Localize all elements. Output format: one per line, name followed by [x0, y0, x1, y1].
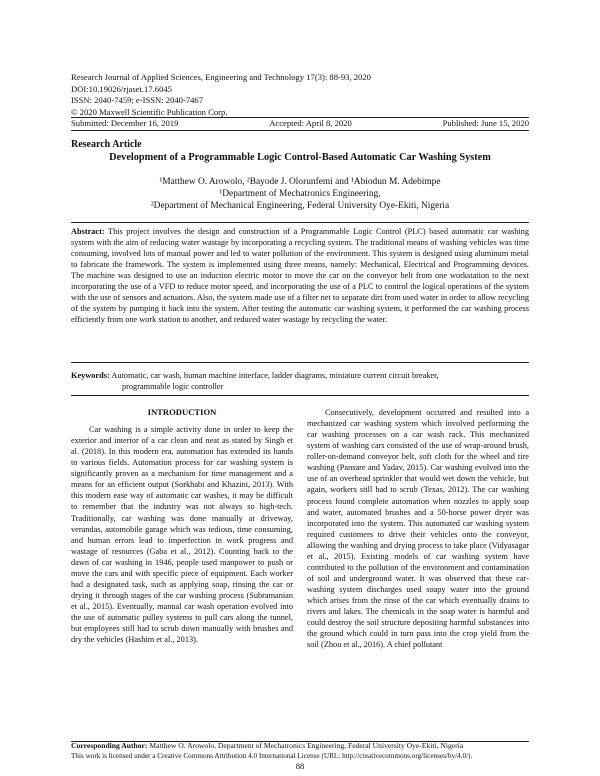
abstract-rule-bottom — [71, 362, 529, 363]
copyright: © 2020 Maxwell Scientific Publication Corp. — [71, 106, 228, 117]
issn: ISSN: 2040-7459; e-ISSN: 2040-7467 — [71, 95, 204, 106]
author-block — [71, 176, 529, 212]
column-right — [307, 407, 529, 650]
article-type: Research Article — [71, 139, 142, 150]
submitted-date: Submitted: December 16, 2019 — [71, 118, 179, 128]
publication-dates — [71, 118, 529, 128]
keywords — [71, 370, 529, 392]
corresponding-author — [71, 741, 529, 751]
section-heading-introduction: INTRODUCTION — [147, 407, 217, 417]
keywords-label: Keywords: — [71, 371, 110, 380]
abstract — [71, 226, 529, 325]
header-rule-bottom — [71, 130, 529, 131]
keywords-line-2: programmable logic controller — [122, 382, 224, 391]
article-title: Development of a Programmable Logic Control-Based Automatic Car Washing System — [109, 152, 491, 163]
accepted-date: Accepted: April 8, 2020 — [269, 118, 352, 128]
published-date: Published: June 15, 2020 — [442, 118, 529, 128]
corresponding-text: Matthew O. Arowolo, Department of Mechatronics Engineering, Federal University Oye-Ekiti, Nigeria — [149, 741, 464, 750]
corresponding-label: Corresponding Author: — [71, 741, 148, 750]
abstract-rule-top — [71, 222, 529, 223]
affiliation-1: ¹Department of Mechatronics Engineering, — [219, 189, 381, 199]
keywords-rule — [71, 395, 529, 396]
intro-paragraph-2: Consecutively, development occurred and resulted into a mechanized car washing system which involved performing the car washing processes on a car wash rack. This mechanized system of washing cars consisted of the use of wrap-around brush, roller-on-demand conveyor belt, soft cloth for the wheel and tire washing (Pansare and Yadav, 2015). Car washing evolved into the use of an overhead sprinkler that would wet down the vehicle, but again, workers still had to scrub (Texas, 2012). The car washing process found complete automation when nozzles to apply soap and water, automated brushes and a 50-horse power dryer was incorporated into the system. This automated car washing system required customers to drive their vehicles onto the conveyor, allowing the washing and drying process to take place (Vidyasagar et al., 2015). Existing models of car washing system have contributed to the pollution of the environment and contamination of soil and underground water. It was observed that these car-washing system discharges used soapy water into the ground which arises from the rinse of the car which eventually drains to rivers and lakes. The chemicals in the soap water is harmful and could destroy the soil structure depositing harmful substances into the ground which could in turn pass into the crop yield from the soil (Zhou et al., 2016). A chief pollutant — [307, 408, 529, 650]
abstract-label: Abstract: — [71, 227, 105, 236]
abstract-text: This project involves the design and construction of a Programmable Logic Control (PLC) based automatic car washing system with the aim of reducing water wastage by incorporating a recycling system. The traditional means of washing vehicles was time consuming, involved lots of manual power and led to water pollution of the environment. This system is designed using aluminum metal to fabricate the framework. The system is implemented using three means, namely: Mechanical, Electrical and Programming devices. The machine was designed to use an induction electric motor to move the car on the conveyor belt from one workstation to the next incorporating the use of a VFD to reduce motor speed, and incorporating the use of a PLC to control the logical operations of the system with the use of sensors and actuators. Also, the system made use of a filter net to separate dirt from used water in order to allow recycling of the system by pumping it back into the system. After testing the automatic car washing system, it performed the car washing process efficiently from one work station to another, and reduced water wastage by recycling the water. — [71, 227, 529, 325]
license-note: This work is licensed under a Creative Commons Attribution 4.0 International License (URL: http://creativecommons.org/licenses/by/4.0/). — [71, 752, 473, 760]
column-left — [71, 424, 293, 645]
journal-citation: Research Journal of Applied Sciences, Engineering and Technology 17(3): 88-93, 2020 — [71, 72, 371, 82]
affiliation-2: ²Department of Mechanical Engineering, Federal University Oye-Ekiti, Nigeria — [150, 201, 450, 211]
intro-paragraph-1: Car washing is a simple activity done in order to keep the exterior and interior of a car clean and neat as stated by Singh et al. (2018). In this modern era, automation has extended its hands to various fields. Automation process for car washing system is significantly proven as a mechanism for time management and a means for an efficient output (Sorkhabi and Khazini, 2013). With this modern ease way of automatic car washes, it may be difficult to remember that the industry was not always so high-tech. Traditionally, car washing was done manually at driveway, verandas, automobile garage which was tedious, time consuming, and human errors lead to imperfection in work progress and wastage of resources (Gaba et al., 2012). Counting back to the dawn of car washing in 1946, people used manpower to push or move the cars and with specific piece of equipment. Each worker had a designated task, such as applying soap, rinsing the car or drying it through stages of the car washing process (Subramanian et al., 2015). Eventually, manual car wash operation evolved into the use of automatic pulley systems to pull cars along the tunnel, but employees still had to scrub down manually with brushes and dry the vehicles (Hashim et al., 2013). — [71, 425, 293, 645]
doi: DOI:10.19026/rjaset.17.6045 — [71, 83, 172, 94]
page-number: 88 — [295, 761, 305, 771]
keywords-line-1: Automatic, car wash, human machine interface, ladder diagrams, miniature current circuit breaker, — [111, 371, 439, 380]
author-names: ¹Matthew O. Arowolo, ²Bayode J. Olorunfemi and ¹Abiodun M. Adebimpe — [159, 177, 441, 187]
